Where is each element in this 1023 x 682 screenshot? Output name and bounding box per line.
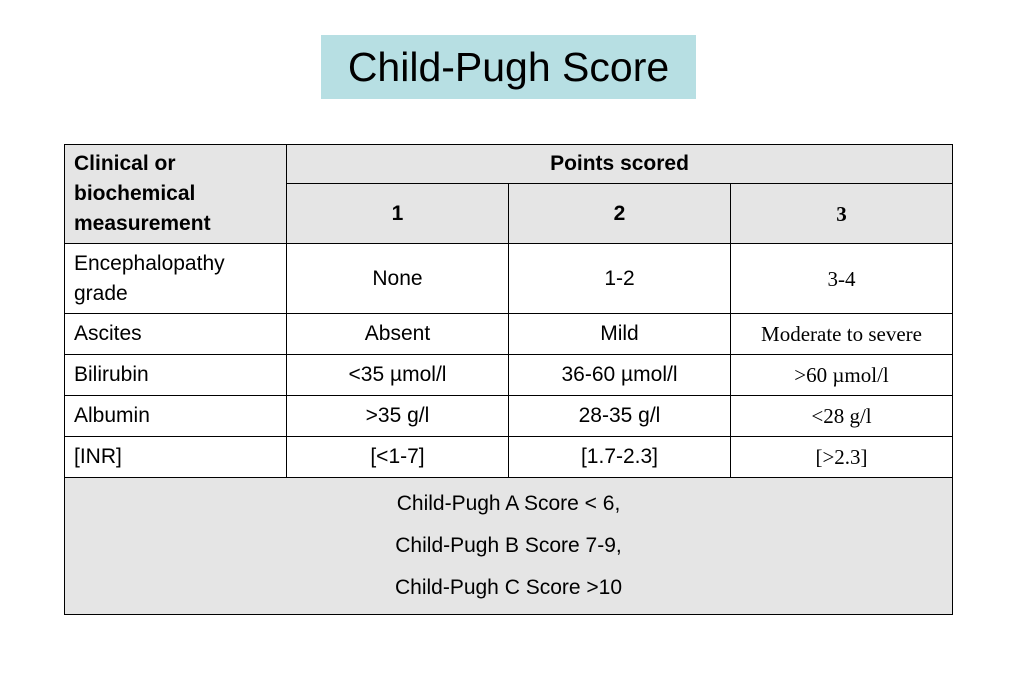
row-label-albumin: Albumin xyxy=(65,396,287,437)
table-row xyxy=(65,396,953,437)
table-row xyxy=(65,314,953,355)
header-point-2: 2 xyxy=(509,184,731,244)
summary-class-a: Child-Pugh A Score < 6, xyxy=(396,492,621,515)
header-measurement: Clinical or biochemical measurement xyxy=(65,145,287,244)
table-row xyxy=(65,437,953,478)
page-title: Child-Pugh Score xyxy=(321,35,696,99)
row-label-encephalopathy: Encephalopathy grade xyxy=(65,244,287,314)
table-cell: [1.7-2.3] xyxy=(509,437,731,478)
table-cell: <28 g/l xyxy=(731,396,953,437)
summary-class-b: Child-Pugh B Score 7-9, xyxy=(395,534,622,557)
table-cell: [<1-7] xyxy=(287,437,509,478)
row-label-ascites: Ascites xyxy=(65,314,287,355)
header-point-1: 1 xyxy=(287,184,509,244)
table-row xyxy=(65,355,953,396)
table-row xyxy=(65,244,953,314)
header-point-3: 3 xyxy=(731,184,953,244)
table-cell: <35 µmol/l xyxy=(287,355,509,396)
table-cell: 1-2 xyxy=(509,244,731,314)
table-cell: Mild xyxy=(509,314,731,355)
table-cell: >60 µmol/l xyxy=(731,355,953,396)
table-cell: 36-60 µmol/l xyxy=(509,355,731,396)
table-cell: None xyxy=(287,244,509,314)
header-points-scored: Points scored xyxy=(287,145,953,184)
table-cell: >35 g/l xyxy=(287,396,509,437)
table-cell: Absent xyxy=(287,314,509,355)
child-pugh-table xyxy=(64,144,953,615)
summary-class-c: Child-Pugh C Score >10 xyxy=(394,576,623,599)
summary-cell xyxy=(65,478,953,615)
table-cell: 3-4 xyxy=(731,244,953,314)
summary-row xyxy=(65,478,953,615)
table-cell: Moderate to severe xyxy=(731,314,953,355)
row-label-inr: [INR] xyxy=(65,437,287,478)
table-cell: [>2.3] xyxy=(731,437,953,478)
row-label-bilirubin: Bilirubin xyxy=(65,355,287,396)
table-cell: 28-35 g/l xyxy=(509,396,731,437)
